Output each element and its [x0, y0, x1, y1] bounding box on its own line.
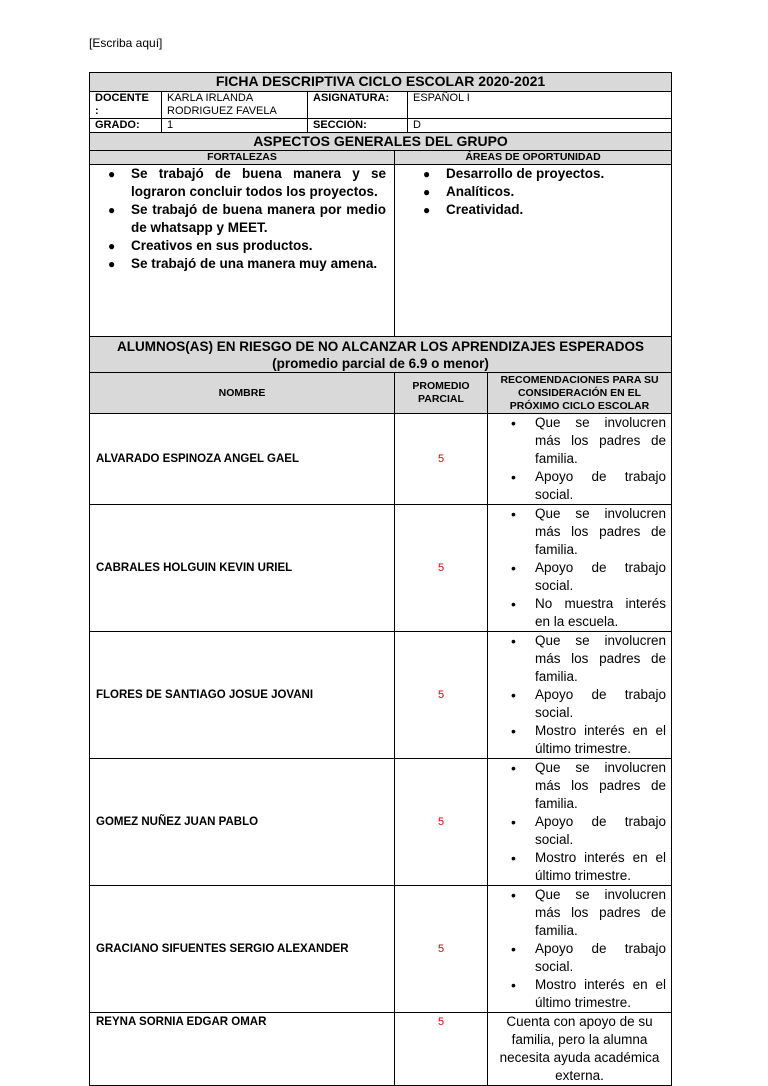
list-item: ● Se trabajó de buena manera y se lograron concluir todos los proyectos.: [108, 166, 386, 199]
oportunidades-cell: [395, 165, 672, 337]
student-recommendations: [488, 632, 672, 759]
list-item: • Que se involucren más los padres de familia.: [511, 506, 667, 557]
table-row: [90, 414, 672, 505]
table-row: [90, 1013, 672, 1086]
list-item: • No muestra interés en la escuela.: [511, 596, 667, 629]
list-item: ● Creativos en sus productos.: [108, 238, 313, 253]
list-item: • Que se involucren más los padres de familia.: [511, 760, 667, 811]
student-grade: 5: [395, 632, 488, 759]
table-row: [90, 886, 672, 1013]
docente-value: KARLA IRLANDA RODRIGUEZ FAVELA: [162, 92, 308, 119]
student-grade: 5: [395, 414, 488, 505]
list-item: • Apoyo de trabajo social.: [511, 941, 667, 974]
seccion-label: SECCIÓN:: [308, 119, 408, 133]
bullet-icon: ●: [423, 185, 431, 199]
list-item: • Apoyo de trabajo social.: [511, 469, 667, 502]
list-item: • Mostro interés en el último trimestre.: [511, 977, 667, 1010]
fortalezas-list: [108, 165, 386, 273]
list-item: • Mostro interés en el último trimestre.: [511, 850, 667, 883]
bullet-icon: •: [511, 977, 516, 993]
bullet-icon: •: [511, 415, 516, 431]
bullet-icon: •: [511, 814, 516, 830]
list-item: ● Se trabajó de buena manera por medio de whatsapp y MEET.: [108, 202, 386, 235]
student-grade: 5: [395, 1013, 488, 1086]
table-row: [90, 759, 672, 886]
bullet-icon: ●: [108, 257, 116, 271]
risk-title-line2: (promedio parcial de 6.9 o menor): [272, 355, 489, 371]
student-name: CABRALES HOLGUIN KEVIN URIEL: [90, 505, 395, 632]
risk-title-line1: ALUMNOS(AS) EN RIESGO DE NO ALCANZAR LOS APRENDIZAJES ESPERADOS: [116, 338, 645, 354]
table-row: [90, 632, 672, 759]
list-item: ● Analíticos.: [423, 184, 515, 199]
list-item: • Mostro interés en el último trimestre.: [511, 723, 667, 756]
bullet-icon: ●: [108, 167, 116, 181]
list-item: • Apoyo de trabajo social.: [511, 687, 667, 720]
bullet-icon: ●: [423, 167, 431, 181]
student-grade: 5: [395, 759, 488, 886]
student-name: REYNA SORNIA EDGAR OMAR: [90, 1013, 395, 1086]
student-grade: 5: [395, 886, 488, 1013]
list-item: • Que se involucren más los padres de familia.: [511, 633, 667, 684]
col-header-recomendaciones: RECOMENDACIONES PARA SU CONSIDERACIÓN EN EL PRÓXIMO CICLO ESCOLAR: [488, 373, 672, 414]
student-recommendations: [488, 414, 672, 505]
bullet-icon: •: [511, 941, 516, 957]
list-item: ● Se trabajó de una manera muy amena.: [108, 256, 378, 271]
bullet-icon: •: [511, 887, 516, 903]
list-item: • Que se involucren más los padres de familia.: [511, 415, 667, 466]
student-grade: 5: [395, 505, 488, 632]
bullet-icon: ●: [423, 203, 431, 217]
risk-section-title: [90, 337, 672, 373]
student-recommendations: Cuenta con apoyo de su familia, pero la alumna necesita ayuda académica externa.: [488, 1013, 672, 1086]
list-item: ● Creatividad.: [423, 202, 524, 217]
form-title: FICHA DESCRIPTIVA CICLO ESCOLAR 2020-2021: [90, 73, 672, 92]
fortalezas-header: FORTALEZAS: [90, 151, 395, 165]
bullet-icon: •: [511, 687, 516, 703]
list-item: ● Desarrollo de proyectos.: [423, 166, 605, 181]
bullet-icon: •: [511, 633, 516, 649]
bullet-icon: •: [511, 560, 516, 576]
bullet-icon: •: [511, 760, 516, 776]
oportunidad-header: ÁREAS DE OPORTUNIDAD: [395, 151, 672, 165]
asignatura-value: ESPAÑOL I: [408, 92, 672, 119]
student-recommendations: [488, 759, 672, 886]
bullet-icon: ●: [108, 203, 116, 217]
docente-label: DOCENTE :: [90, 92, 162, 119]
header-placeholder-text: [Escriba aquí]: [89, 36, 163, 50]
bullet-icon: ●: [108, 239, 116, 253]
seccion-value: D: [408, 119, 672, 133]
col-header-nombre: NOMBRE: [90, 373, 395, 414]
table-row: [90, 505, 672, 632]
list-item: • Apoyo de trabajo social.: [511, 560, 667, 593]
student-recommendations: [488, 505, 672, 632]
student-recommendations: [488, 886, 672, 1013]
student-name: ALVARADO ESPINOZA ANGEL GAEL: [90, 414, 395, 505]
oportunidades-list: [423, 165, 665, 219]
list-item: • Que se involucren más los padres de familia.: [511, 887, 667, 938]
asignatura-label: ASIGNATURA:: [308, 92, 408, 119]
fortalezas-cell: [90, 165, 395, 337]
grado-label: GRADO:: [90, 119, 162, 133]
bullet-icon: •: [511, 850, 516, 866]
col-header-promedio: PROMEDIO PARCIAL: [395, 373, 488, 414]
student-name: GRACIANO SIFUENTES SERGIO ALEXANDER: [90, 886, 395, 1013]
student-name: FLORES DE SANTIAGO JOSUE JOVANI: [90, 632, 395, 759]
bullet-icon: •: [511, 506, 516, 522]
list-item: • Apoyo de trabajo social.: [511, 814, 667, 847]
grado-value: 1: [162, 119, 308, 133]
bullet-icon: •: [511, 469, 516, 485]
student-name: GOMEZ NUÑEZ JUAN PABLO: [90, 759, 395, 886]
descriptive-form-table: [89, 72, 672, 1086]
aspectos-title: ASPECTOS GENERALES DEL GRUPO: [90, 133, 672, 151]
bullet-icon: •: [511, 723, 516, 739]
bullet-icon: •: [511, 596, 516, 612]
